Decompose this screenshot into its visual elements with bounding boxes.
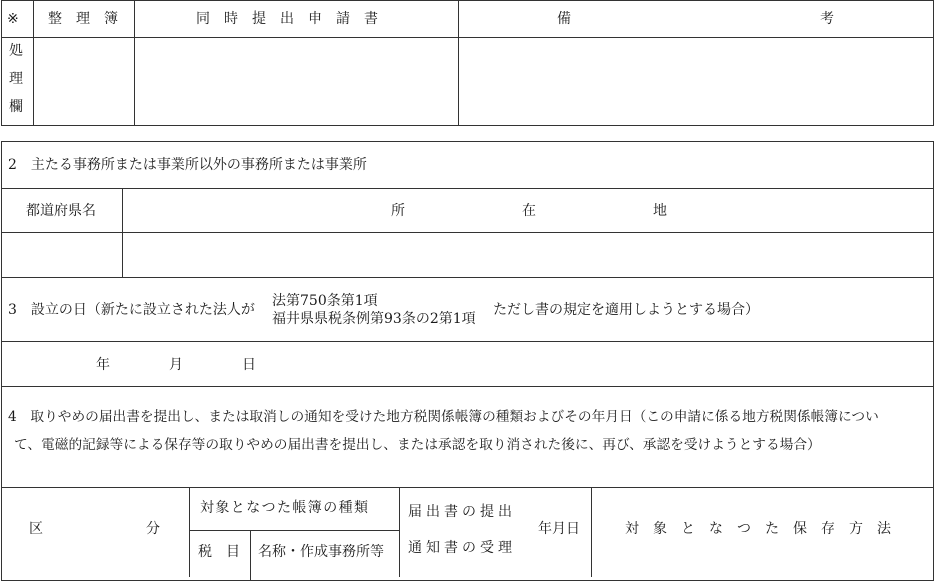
col-simultaneous-header: 同 時 提 出 申 請 書: [196, 11, 378, 27]
prefecture-cell[interactable]: [2, 233, 122, 277]
col-name-office-header: 名称・作成事務所等: [258, 544, 384, 560]
section3-law-line-1: 法第750条第1項: [272, 293, 378, 309]
processing-side-label-2: 理: [9, 71, 23, 87]
section2-divider-bottom: [1, 277, 934, 278]
col-location-header-3: 地: [653, 203, 667, 219]
col-location-header-1: 所: [391, 203, 405, 219]
section4-col-divider-4: [591, 487, 592, 577]
processing-col-divider-3: [458, 0, 459, 126]
processing-header-divider: [1, 37, 934, 38]
date-month-label: 月: [169, 357, 183, 373]
section3-divider-bottom: [1, 386, 934, 387]
col-register-header: 整 理 簿: [48, 11, 118, 27]
section2-heading: 2 主たる事務所または事業所以外の事務所または事業所: [8, 157, 367, 173]
col-notice-header-2: 通知書の受理: [408, 540, 516, 556]
section3-heading-prefix: 3 設立の日（新たに設立された法人が: [8, 302, 255, 318]
section3-law-line-2: 福井県県税条例第93条の2第1項: [272, 311, 476, 327]
section4-col-divider-1: [189, 487, 190, 577]
col-location-header-2: 在: [522, 203, 536, 219]
processing-col-divider-1: [33, 0, 34, 126]
processing-col-divider-2: [134, 0, 135, 126]
date-day-label: 日: [242, 357, 256, 373]
section3-heading-suffix: ただし書の規定を適用しようとする場合）: [493, 302, 759, 318]
col-tax-item-header: 税 目: [198, 544, 240, 560]
col-remarks-header-2: 考: [820, 11, 834, 27]
processing-side-label-1: 処: [9, 43, 23, 59]
date-year-label: 年: [96, 357, 110, 373]
processing-side-label-3: 欄: [9, 99, 23, 115]
col-remarks-header-1: 備: [557, 11, 571, 27]
section4-heading-line-1: 4 取りやめの届出書を提出し、または取消しの通知を受けた地方税関係帳簿の種類およびその年月日（この申請に係る地方税関係帳簿につい: [8, 409, 879, 425]
section4-heading-line-2: て、電磁的記録等による保存等の取りやめの届出書を提出し、または承認を取り消された後に、再び、承認を受けようとする場合）: [14, 437, 821, 453]
section4-table-top: [1, 487, 934, 488]
col-target-books-header: 対象となつた帳簿の種類: [200, 500, 370, 516]
col-notice-header-1: 届出書の提出: [408, 504, 516, 520]
processing-box: [1, 0, 934, 126]
col-prefecture-header: 都道府県名: [26, 203, 96, 219]
section4-col-divider-3: [399, 487, 400, 577]
processing-mark: ※: [7, 11, 19, 27]
col-category-header-2: 分: [146, 521, 160, 537]
section4-subheader-divider: [189, 530, 399, 531]
col-category-header-1: 区: [29, 521, 43, 537]
section3-divider: [1, 341, 934, 342]
location-cell[interactable]: [123, 233, 933, 277]
col-method-header: 対 象 と な つ た 保 存 方 法: [625, 521, 891, 537]
col-date-header: 年月日: [538, 521, 580, 537]
section2-divider-top: [1, 188, 934, 189]
section4-col-divider-2: [250, 530, 251, 580]
